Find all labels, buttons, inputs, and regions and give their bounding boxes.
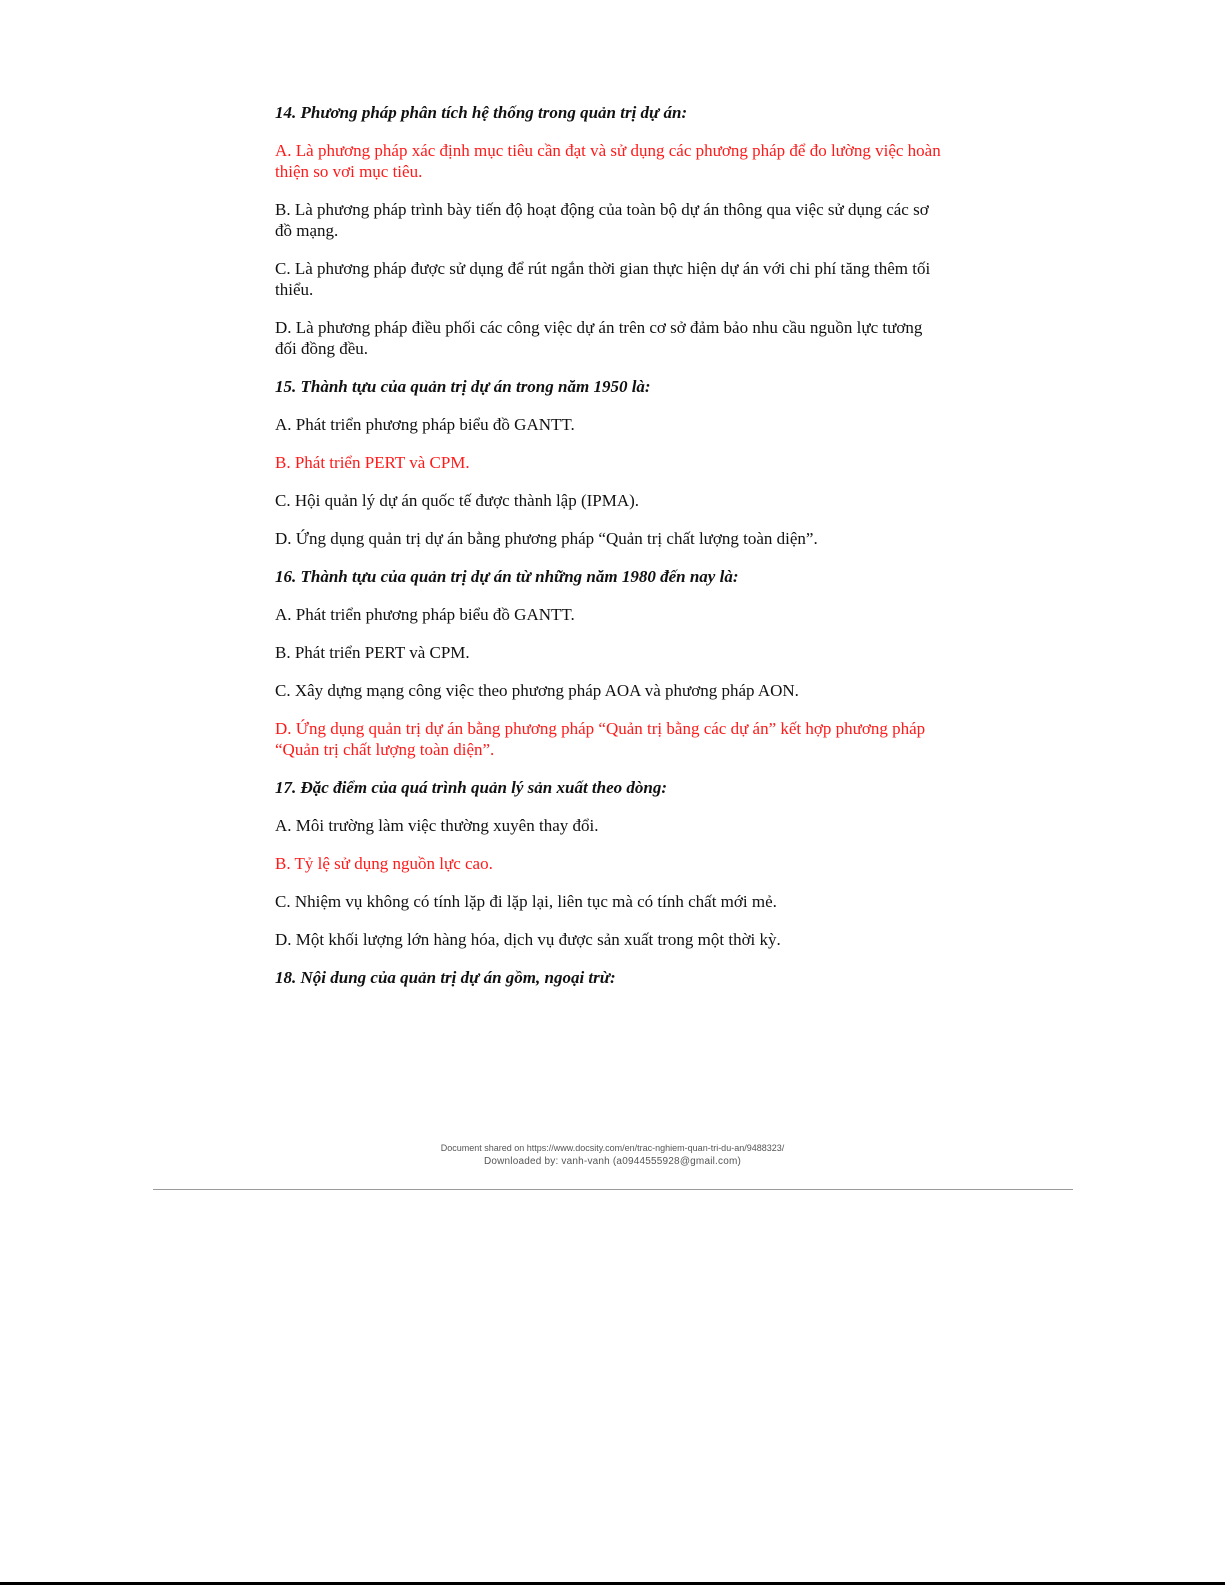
page-divider (153, 1189, 1073, 1190)
page-footer (0, 1142, 1225, 1170)
question-block (275, 967, 947, 988)
question-title: 18. Nội dung của quản trị dự án gồm, ngoại trừ: (275, 968, 616, 987)
question-block (275, 376, 947, 549)
question-title: 16. Thành tựu của quản trị dự án từ những năm 1980 đến nay là: (275, 567, 739, 586)
answer-option: A. Là phương pháp xác định mục tiêu cần đạt và sử dụng các phương pháp để đo lường việc hoàn thiện so vơi mục tiêu. (275, 141, 941, 181)
question-title: 14. Phương pháp phân tích hệ thống trong quản trị dự án: (275, 103, 688, 122)
answer-option: B. Tỷ lệ sử dụng nguồn lực cao. (275, 854, 493, 873)
downloaded-by-text: Downloaded by: vanh-vanh (a0944555928@gmail.com) (483, 1156, 742, 1167)
answer-option: D. Ứng dụng quản trị dự án bằng phương pháp “Quản trị bằng các dự án” kết hợp phương pháp “Quản trị chất lượng toàn diện”. (275, 719, 926, 759)
answer-option: A. Phát triển phương pháp biểu đồ GANTT. (275, 415, 575, 434)
question-block (275, 777, 947, 950)
answer-option: C. Nhiệm vụ không có tính lặp đi lặp lại, liên tục mà có tính chất mới mẻ. (275, 892, 777, 911)
answer-option: A. Môi trường làm việc thường xuyên thay đổi. (275, 816, 599, 835)
answer-option: C. Hội quản lý dự án quốc tế được thành lập (IPMA). (275, 491, 640, 510)
answer-option: D. Là phương pháp điều phối các công việc dự án trên cơ sở đảm bảo nhu cầu nguồn lực tương đối đồng đều. (275, 318, 923, 358)
answer-option: B. Phát triển PERT và CPM. (275, 453, 470, 472)
answer-option: A. Phát triển phương pháp biểu đồ GANTT. (275, 605, 575, 624)
answer-option: B. Phát triển PERT và CPM. (275, 643, 470, 662)
quiz-content (275, 102, 947, 1005)
answer-option: D. Ứng dụng quản trị dự án bằng phương pháp “Quản trị chất lượng toàn diện”. (275, 529, 818, 548)
question-title: 15. Thành tựu của quản trị dự án trong năm 1950 là: (275, 377, 651, 396)
answer-option: C. Là phương pháp được sử dụng để rút ngắn thời gian thực hiện dự án với chi phí tăng thêm tối thiểu. (275, 259, 931, 299)
document-shared-link[interactable]: Document shared on https://www.docsity.com/en/trac-nghiem-quan-tri-du-an/9488323/ (440, 1143, 785, 1153)
answer-option: B. Là phương pháp trình bày tiến độ hoạt động của toàn bộ dự án thông qua việc sử dụng các sơ đồ mạng. (275, 200, 929, 240)
answer-option: D. Một khối lượng lớn hàng hóa, dịch vụ được sản xuất trong một thời kỳ. (275, 930, 781, 949)
question-block (275, 102, 947, 359)
question-title: 17. Đặc điểm của quá trình quản lý sản xuất theo dòng: (275, 778, 668, 797)
question-block (275, 566, 947, 760)
answer-option: C. Xây dựng mạng công việc theo phương pháp AOA và phương pháp AON. (275, 681, 799, 700)
